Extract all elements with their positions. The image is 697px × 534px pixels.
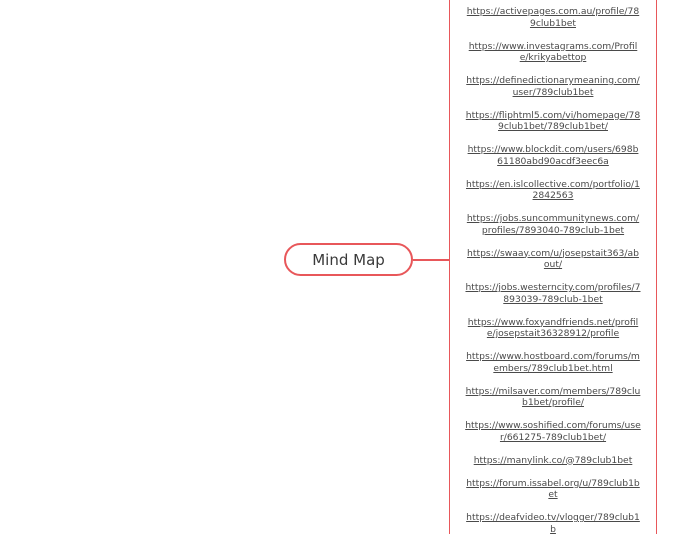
root-connector-line [413, 259, 450, 261]
link-item[interactable]: https://activepages.com.au/profile/789club1bet [466, 6, 640, 29]
link-item[interactable]: https://deafvideo.tv/vlogger/789club1b [466, 512, 640, 534]
root-node-label: Mind Map [312, 250, 385, 269]
link-item[interactable]: https://swaay.com/u/josepstait363/about/ [467, 247, 639, 270]
link-item[interactable]: https://manylink.co/@789club1bet [473, 454, 633, 466]
link-item[interactable]: https://www.blockdit.com/users/698b61180abd90acdf3eec6a [467, 144, 639, 167]
link-item[interactable]: https://www.foxyandfriends.net/profile/josepstait36328912/profile [467, 316, 639, 339]
link-item[interactable]: https://jobs.suncommunitynews.com/profiles/7893040-789club-1bet [466, 213, 640, 236]
link-item[interactable]: https://www.hostboard.com/forums/members/789club1bet.html [466, 351, 640, 374]
link-item[interactable]: https://www.investagrams.com/Profile/krikyabettop [468, 40, 638, 63]
link-item[interactable]: https://definedictionarymeaning.com/user/789club1bet [466, 75, 640, 98]
link-item[interactable]: https://fliphtml5.com/vi/homepage/789club1bet/789club1bet/ [465, 109, 641, 132]
link-item[interactable]: https://en.islcollective.com/portfolio/12842563 [466, 178, 640, 201]
link-item[interactable]: https://milsaver.com/members/789club1bet/profile/ [465, 385, 641, 408]
link-item[interactable]: https://www.soshified.com/forums/user/661275-789club1bet/ [465, 420, 641, 443]
link-list [450, 0, 656, 534]
mind-map-root-node[interactable] [284, 243, 413, 276]
link-item[interactable]: https://forum.issabel.org/u/789club1bet [466, 477, 640, 500]
link-list-node[interactable] [449, 0, 657, 534]
link-item[interactable]: https://jobs.westerncity.com/profiles/7893039-789club-1bet [465, 282, 641, 305]
